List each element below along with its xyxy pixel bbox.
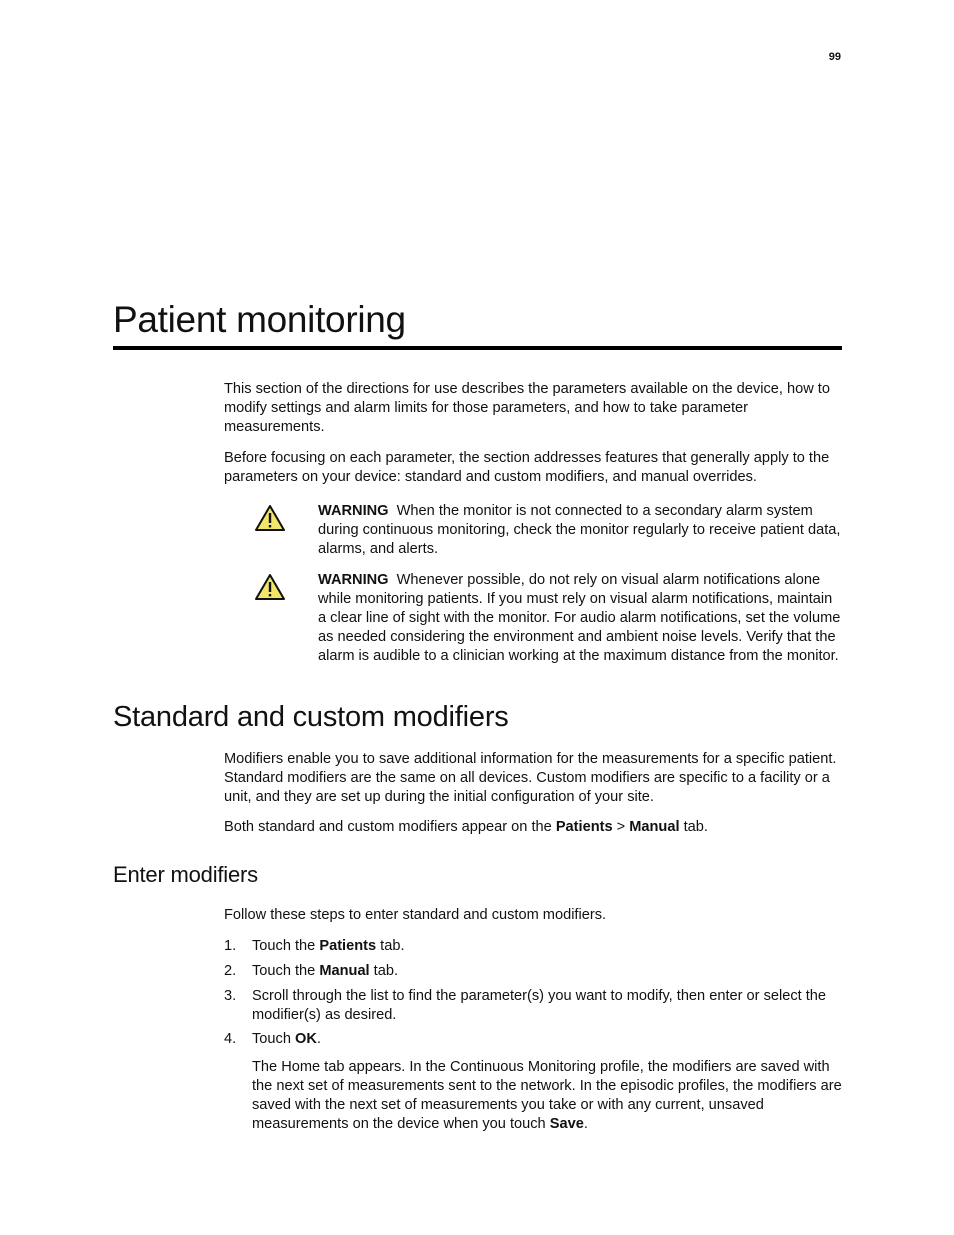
section-title: Standard and custom modifiers <box>113 701 509 733</box>
subsection-title: Enter modifiers <box>113 862 258 887</box>
warning-text-1 <box>318 502 844 559</box>
section-paragraph-2: Both standard and custom modifiers appear on the Patients > Manual tab. <box>224 819 708 835</box>
save-button-ref: Save <box>549 1116 584 1132</box>
step-result-paragraph: The Home tab appears. In the Continuous Monitoring profile, the modifiers are saved with the next set of measurements sent to the network. In the episodic profiles, the modifiers are saved with the next set of measurements you take or with any current, unsaved measurements on the device when you touch Save. <box>252 1059 842 1132</box>
warning-label: WARNING <box>318 572 389 588</box>
warning-triangle-icon <box>254 504 286 532</box>
patients-tab-ref: Patients <box>555 819 613 835</box>
title-rule <box>113 346 842 350</box>
intro-paragraph-1: This section of the directions for use describes the parameters available on the device, how to modify settings and alarm limits for those parameters, and how to take parameter measurements. <box>224 381 830 435</box>
section-paragraph-1: Modifiers enable you to save additional information for the measurements for a specific patient. Standard modifiers are the same on all devices. Custom modifiers are specific to a facility or a unit, and they are set up during the initial configuration of your site. <box>224 751 837 805</box>
page-number: 99 <box>828 51 841 63</box>
chapter-title: Patient monitoring <box>113 299 406 340</box>
warning-body: Whenever possible, do not rely on visual alarm notifications alone while monitoring patients. If you must rely on visual alarm notifications, maintain a clear line of sight with the monitor. For audio alarm notifications, set the volume as needed considering the environment and ambient noise levels. Verify that the alarm is audible to a clinician working at the maximum distance from the monitor. <box>318 572 841 664</box>
warning-text-2 <box>318 571 844 666</box>
warning-body: When the monitor is not connected to a secondary alarm system during continuous monitoring, check the monitor regularly to receive patient data, alarms, and alerts. <box>318 503 841 557</box>
warning-triangle-icon <box>254 573 286 601</box>
warning-label: WARNING <box>318 503 389 519</box>
subsection-intro: Follow these steps to enter standard and custom modifiers. <box>224 907 607 923</box>
manual-tab-ref: Manual <box>629 819 680 835</box>
intro-paragraph-2: Before focusing on each parameter, the section addresses features that generally apply to the parameters on your device: standard and custom modifiers, and manual overrides. <box>224 450 830 485</box>
